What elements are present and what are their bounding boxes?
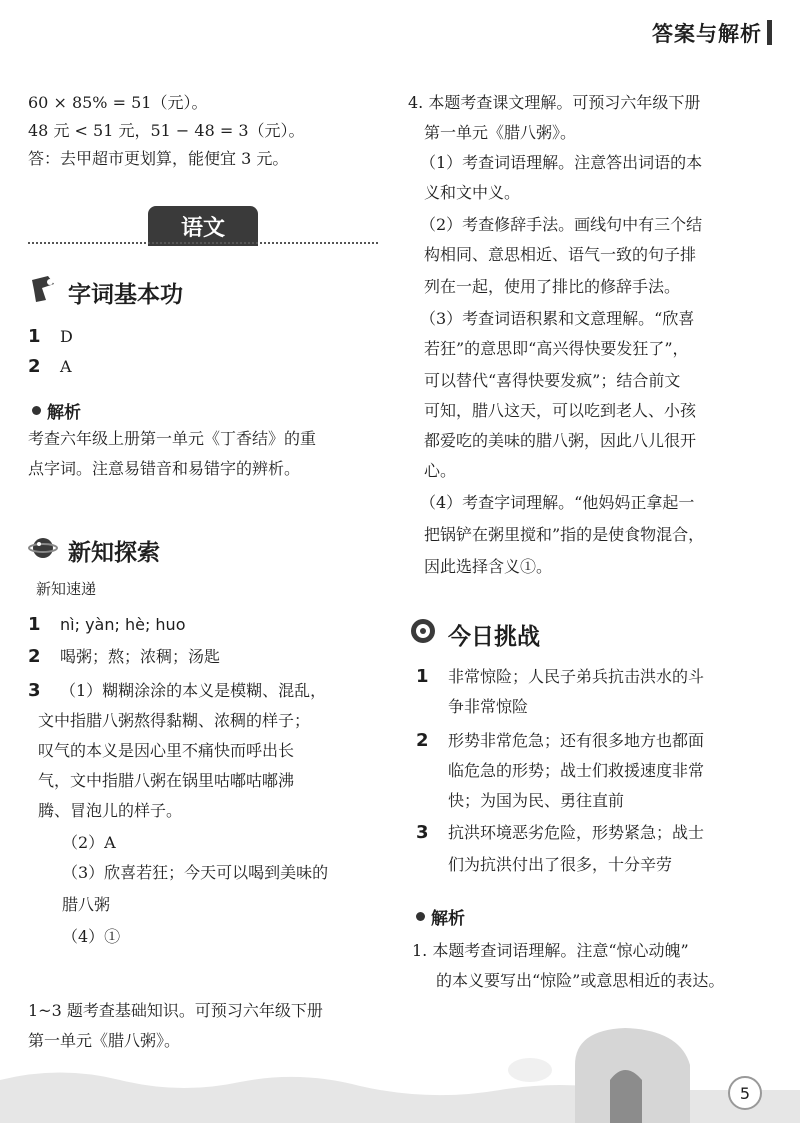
math-line: 答：去甲超市更划算，能便宜 3 元。 [28, 149, 289, 168]
note-line: 第一单元《腊八粥》。 [28, 1031, 181, 1050]
answer-item [28, 614, 185, 636]
section-title-text: 字词基本功 [68, 281, 183, 308]
item-line: 临危急的形势；战士们救援速度非常 [448, 761, 705, 780]
item-number: 1 [416, 666, 429, 687]
q4-line: 可知，腊八这天，可以吃到老人、小孩 [424, 401, 697, 420]
item-number: 1 [28, 326, 41, 347]
answer-item [416, 730, 704, 752]
q4-line: 构相同、意思相近、语气一致的句子排 [424, 245, 697, 264]
section-title-tiaozhan [408, 616, 540, 652]
item-number: 2 [28, 356, 41, 377]
q4-line: 4. 本题考查课文理解。可预习六年级下册 [408, 93, 701, 112]
answer-item [416, 666, 704, 688]
jiexi-heading [32, 398, 81, 423]
section-title-zici [28, 274, 183, 310]
item-text: A [60, 357, 72, 376]
answer-item [28, 326, 73, 348]
q4-line: （3）考查词语积累和文意理解。“欣喜 [420, 309, 695, 328]
item-text: D [60, 327, 73, 346]
item-text: 喝粥；熬；浓稠；汤匙 [60, 647, 221, 666]
math-line: 60 × 85% = 51（元）。 [28, 93, 208, 112]
q4-line: 因此选择含义①。 [424, 557, 553, 576]
q4-line: 把锅铲在粥里搅和”指的是使食物混合， [424, 525, 705, 544]
bullet-icon [416, 912, 425, 921]
item-line: 腊八粥 [62, 895, 111, 914]
page-number: 5 [728, 1076, 762, 1110]
item-line: （4）① [62, 927, 121, 946]
item-line: 快；为国为民、勇往直前 [448, 791, 625, 810]
q4-line: （1）考查词语理解。注意答出词语的本 [420, 153, 703, 172]
planet-icon [28, 532, 58, 568]
item-text: 抗洪环境恶劣危险，形势紧急；战士 [448, 823, 705, 842]
jiexi-label: 解析 [47, 403, 81, 423]
answer-item [28, 356, 72, 378]
answer-item [416, 822, 704, 844]
header-bar [767, 20, 772, 45]
item-number: 2 [416, 730, 429, 751]
q4-line: 都爱吃的美味的腊八粥，因此八儿很开 [424, 431, 697, 450]
item-text: nì; yàn; hè; huo [60, 615, 186, 634]
brush-icon [28, 274, 58, 310]
footer-decoration [0, 1010, 800, 1123]
item-number: 1 [28, 614, 41, 635]
q4-line: （2）考查修辞手法。画线句中有三个结 [420, 215, 703, 234]
item-number: 2 [28, 646, 41, 667]
section-divider [28, 242, 378, 244]
q4-line: （4）考查字词理解。“他妈妈正拿起一 [420, 493, 695, 512]
jiexi-line: 1. 本题考查词语理解。注意“惊心动魄” [412, 941, 689, 960]
bullet-icon [32, 406, 41, 415]
answer-item [28, 680, 326, 702]
jiexi-line: 考查六年级上册第一单元《丁香结》的重 [28, 429, 317, 448]
jiexi-line: 的本义要写出“惊险”或意思相近的表达。 [436, 971, 725, 990]
subject-tab: 语文 [148, 206, 258, 246]
item-line: 们为抗洪付出了很多，十分辛劳 [448, 855, 673, 874]
math-line: 48 元 < 51 元，51 − 48 = 3（元）。 [28, 121, 305, 140]
subsection-label: 新知速递 [36, 580, 97, 598]
item-text: （1）糊糊涂涂的本义是模糊、混乱， [60, 681, 327, 700]
jiexi-heading [416, 904, 465, 929]
jiexi-label: 解析 [431, 909, 465, 929]
item-number: 3 [416, 822, 429, 843]
header-title: 答案与解析 [652, 22, 762, 46]
item-line: 腾、冒泡儿的样子。 [38, 801, 183, 820]
answer-item [28, 646, 220, 668]
target-icon [408, 616, 438, 652]
q4-line: 若狂”的意思即“高兴得快要发狂了”， [424, 339, 689, 358]
section-title-text: 新知探索 [68, 539, 160, 566]
q4-line: 义和文中义。 [424, 183, 521, 202]
item-line: （3）欣喜若狂；今天可以喝到美味的 [62, 863, 329, 882]
item-line: （2）A [62, 833, 116, 852]
section-title-text: 今日挑战 [448, 623, 540, 650]
note-line: 1~3 题考查基础知识。可预习六年级下册 [28, 1001, 323, 1020]
item-line: 争非常惊险 [448, 697, 529, 716]
item-line: 文中指腊八粥熬得黏糊、浓稠的样子； [38, 711, 311, 730]
q4-line: 第一单元《腊八粥》。 [424, 123, 577, 142]
q4-line: 心。 [424, 461, 457, 480]
item-line: 气，文中指腊八粥在锅里咕嘟咕嘟沸 [38, 771, 295, 790]
item-number: 3 [28, 680, 41, 701]
item-text: 非常惊险；人民子弟兵抗击洪水的斗 [448, 667, 705, 686]
q4-line: 可以替代“喜得快要发疯”；结合前文 [424, 371, 681, 390]
item-line: 叹气的本义是因心里不痛快而呼出长 [38, 741, 295, 760]
q4-line: 列在一起，使用了排比的修辞手法。 [424, 277, 681, 296]
section-title-xinzhi [28, 532, 160, 568]
jiexi-line: 点字词。注意易错音和易错字的辨析。 [28, 459, 301, 478]
item-text: 形势非常危急；还有很多地方也都面 [448, 731, 705, 750]
